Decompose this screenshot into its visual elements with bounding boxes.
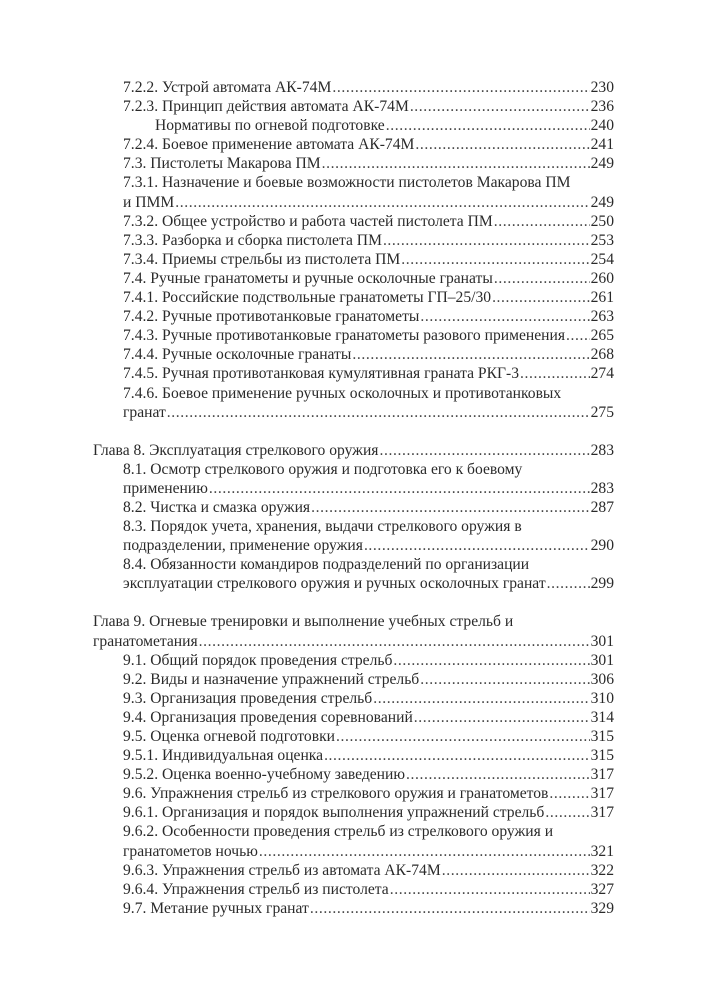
toc-entry-title: 9.5.1. Индивидуальная оценка bbox=[123, 747, 324, 765]
toc-entry-title: 9.6.2. Особенности проведения стрельб из стрелкового оружия и bbox=[123, 823, 554, 841]
toc-entry-page: 240 bbox=[590, 117, 614, 135]
dot-leader bbox=[209, 479, 590, 498]
toc-entry-page: 329 bbox=[590, 899, 614, 917]
toc-entry-7-3-2[interactable] bbox=[0, 212, 707, 231]
toc-entry-7-4-3[interactable] bbox=[0, 326, 707, 345]
toc-entry-title: 8.2. Чистка и смазка оружия bbox=[123, 498, 311, 516]
toc-entry-normativy[interactable] bbox=[0, 116, 707, 135]
toc-entry-title: 7.3.1. Назначение и боевые возможности пистолетов Макарова ПМ bbox=[123, 174, 571, 192]
toc-entry-title: Нормативы по огневой подготовке bbox=[155, 117, 385, 135]
toc-entry-7-4-6-line2[interactable] bbox=[0, 403, 707, 422]
chapter-page: 283 bbox=[590, 441, 614, 459]
toc-entry-page: 306 bbox=[590, 670, 614, 688]
toc-entry-page: 314 bbox=[590, 708, 614, 726]
toc-entry-page: 315 bbox=[590, 747, 614, 765]
dot-leader bbox=[311, 498, 590, 517]
toc-entry-9-3[interactable] bbox=[0, 689, 707, 708]
dot-leader bbox=[373, 689, 589, 708]
toc-entry-page: 250 bbox=[590, 212, 614, 230]
toc-entry-title: 9.6.3. Упражнения стрельб из автомата АК-74М bbox=[123, 861, 441, 879]
toc-entry-page: 261 bbox=[590, 289, 614, 307]
toc-entry-8-2[interactable] bbox=[0, 498, 707, 517]
dot-leader bbox=[442, 861, 590, 880]
toc-entry-title: 7.3.4. Приемы стрельбы из пистолета ПМ bbox=[123, 250, 401, 268]
toc-entry-page: 249 bbox=[590, 155, 614, 173]
table-of-contents bbox=[0, 78, 707, 918]
dot-leader bbox=[520, 364, 590, 383]
dot-leader bbox=[364, 536, 590, 555]
toc-entry-7-2-4[interactable] bbox=[0, 135, 707, 154]
dot-leader bbox=[386, 116, 590, 135]
toc-entry-title: 9.6. Упражнения стрельб из стрелкового оружия и гранатометов bbox=[123, 785, 549, 803]
section-gap bbox=[0, 422, 707, 441]
toc-entry-title: 8.1. Осмотр стрелкового оружия и подготовка его к боевому bbox=[123, 460, 523, 478]
toc-entry-title: 7.2.3. Принцип действия автомата АК-74М bbox=[123, 98, 409, 116]
dot-leader bbox=[259, 842, 590, 861]
toc-entry-9-5[interactable] bbox=[0, 727, 707, 746]
toc-entry-page: 254 bbox=[590, 250, 614, 268]
toc-entry-7-3-1-line1[interactable] bbox=[0, 173, 707, 192]
toc-entry-9-6-4[interactable] bbox=[0, 880, 707, 899]
toc-entry-title: 7.4.6. Боевое применение ручных осколочных и противотанковых bbox=[123, 384, 562, 402]
toc-entry-7-2-2[interactable] bbox=[0, 78, 707, 97]
toc-entry-title: 9.1. Общий порядок проведения стрельб bbox=[123, 651, 393, 669]
dot-leader bbox=[324, 746, 590, 765]
toc-entry-title: 8.3. Порядок учета, хранения, выдачи стрелкового оружия в bbox=[123, 518, 522, 536]
toc-entry-7-3-1-line2[interactable] bbox=[0, 193, 707, 212]
dot-leader bbox=[379, 441, 589, 460]
toc-entry-title: 9.6.1. Организация и порядок выполнения упражнений стрельб bbox=[123, 804, 545, 822]
dot-leader bbox=[383, 231, 590, 250]
toc-entry-7-4[interactable] bbox=[0, 269, 707, 288]
toc-entry-title-cont: подразделении, применение оружия bbox=[123, 537, 363, 555]
toc-entry-7-3-3[interactable] bbox=[0, 231, 707, 250]
dot-leader bbox=[547, 574, 590, 593]
toc-entry-title: 9.7. Метание ручных гранат bbox=[123, 899, 309, 917]
toc-entry-page: 274 bbox=[590, 365, 614, 383]
toc-entry-title: 7.4.1. Российские подствольные гранатометы ГП–25/30 bbox=[123, 289, 492, 307]
toc-entry-title-cont: эксплуатации стрелкового оружия и ручных осколочных гранат bbox=[123, 575, 546, 593]
toc-entry-page: 299 bbox=[590, 575, 614, 593]
toc-entry-9-7[interactable] bbox=[0, 899, 707, 918]
toc-entry-title: 9.2. Виды и назначение упражнений стрельб bbox=[123, 670, 420, 688]
toc-entry-page: 327 bbox=[590, 880, 614, 898]
toc-entry-page: 236 bbox=[590, 98, 614, 116]
toc-entry-7-4-4[interactable] bbox=[0, 345, 707, 364]
toc-entry-9-5-1[interactable] bbox=[0, 746, 707, 765]
toc-entry-title: 7.3.3. Разборка и сборка пистолета ПМ bbox=[123, 231, 382, 249]
toc-entry-page: 315 bbox=[590, 728, 614, 745]
chapter-title-cont: гранатометания bbox=[93, 632, 198, 650]
toc-entry-title-cont: применению bbox=[123, 479, 208, 497]
toc-entry-title: 7.2.2. Устрой автомата АК-74М bbox=[123, 79, 332, 96]
toc-entry-title: 7.4.4. Ручные осколочные гранаты bbox=[123, 346, 352, 364]
toc-entry-title: 8.4. Обязанности командиров подразделений по организации bbox=[123, 556, 530, 574]
toc-entry-8-1-line2[interactable] bbox=[0, 479, 707, 498]
toc-entry-page: 268 bbox=[590, 346, 614, 364]
toc-entry-7-3-4[interactable] bbox=[0, 250, 707, 269]
dot-leader bbox=[336, 727, 590, 746]
toc-entry-page: 310 bbox=[590, 689, 614, 707]
dot-leader bbox=[393, 651, 589, 670]
chapter-page: 301 bbox=[590, 632, 614, 650]
toc-entry-8-4-line1[interactable] bbox=[0, 555, 707, 574]
toc-entry-title: 9.4. Организация проведения соревнований bbox=[123, 708, 413, 726]
dot-leader bbox=[566, 326, 590, 345]
toc-entry-8-4-line2[interactable] bbox=[0, 574, 707, 593]
toc-entry-page: 290 bbox=[590, 537, 614, 555]
dot-leader bbox=[420, 670, 589, 689]
toc-entry-title: 9.3. Организация проведения стрельб bbox=[123, 689, 373, 707]
toc-entry-title: 7.4.2. Ручные противотанковые гранатометы bbox=[123, 308, 420, 326]
toc-entry-title: 7.4. Ручные гранатометы и ручные осколочные гранаты bbox=[123, 269, 493, 287]
toc-entry-8-3-line1[interactable] bbox=[0, 517, 707, 536]
dot-leader bbox=[401, 250, 589, 269]
toc-entry-9-6-2-line2[interactable] bbox=[0, 842, 707, 861]
dot-leader bbox=[332, 78, 589, 97]
toc-entry-page: 253 bbox=[590, 231, 614, 249]
dot-leader bbox=[494, 269, 590, 288]
toc-entry-page: 263 bbox=[590, 308, 614, 326]
toc-entry-title: 7.4.5. Ручная противотанковая кумулятивная граната РКГ-3 bbox=[123, 365, 519, 383]
dot-leader bbox=[406, 765, 590, 784]
toc-entry-page: 321 bbox=[590, 842, 614, 860]
toc-entry-9-2[interactable] bbox=[0, 670, 707, 689]
dot-leader bbox=[414, 708, 590, 727]
toc-entry-page: 322 bbox=[590, 861, 614, 879]
dot-leader bbox=[199, 632, 590, 651]
section-gap bbox=[0, 593, 707, 612]
toc-entry-7-4-1[interactable] bbox=[0, 288, 707, 307]
toc-entry-8-1-line1[interactable] bbox=[0, 460, 707, 479]
toc-entry-page: 317 bbox=[590, 766, 614, 784]
chapter-title: Глава 8. Эксплуатация стрелкового оружия bbox=[93, 441, 379, 459]
toc-entry-9-1[interactable] bbox=[0, 651, 707, 670]
toc-entry-title: 7.3.2. Общее устройство и работа частей пистолета ПМ bbox=[123, 212, 493, 230]
dot-leader bbox=[494, 212, 590, 231]
toc-entry-page: 301 bbox=[590, 651, 614, 669]
toc-entry-9-6-1[interactable] bbox=[0, 803, 707, 822]
toc-entry-8-3-line2[interactable] bbox=[0, 536, 707, 555]
toc-entry-title: 9.5. Оценка огневой подготовки bbox=[123, 728, 335, 745]
dot-leader bbox=[410, 97, 590, 116]
toc-chapter-9-line2[interactable] bbox=[0, 632, 707, 651]
toc-entry-9-6-3[interactable] bbox=[0, 861, 707, 880]
toc-entry-page: 249 bbox=[590, 193, 614, 211]
toc-entry-page: 317 bbox=[590, 785, 614, 803]
toc-entry-page: 260 bbox=[590, 269, 614, 287]
dot-leader bbox=[549, 784, 589, 803]
toc-entry-9-6[interactable] bbox=[0, 784, 707, 803]
toc-entry-title: 7.3. Пистолеты Макарова ПМ bbox=[123, 155, 321, 173]
chapter-title: Глава 9. Огневые тренировки и выполнение учебных стрельб и bbox=[93, 613, 514, 631]
toc-entry-7-4-6-line1[interactable] bbox=[0, 384, 707, 403]
toc-entry-7-4-2[interactable] bbox=[0, 307, 707, 326]
dot-leader bbox=[415, 135, 589, 154]
toc-entry-7-3[interactable] bbox=[0, 154, 707, 173]
toc-entry-page: 230 bbox=[590, 79, 614, 96]
toc-entry-page: 265 bbox=[590, 327, 614, 345]
dot-leader bbox=[420, 307, 589, 326]
toc-entry-title: 7.2.4. Боевое применение автомата АК-74М bbox=[123, 136, 415, 154]
toc-entry-title-cont: гранат bbox=[123, 403, 166, 421]
toc-entry-7-2-3[interactable] bbox=[0, 97, 707, 116]
toc-entry-page: 275 bbox=[590, 403, 614, 421]
toc-entry-9-4[interactable] bbox=[0, 708, 707, 727]
toc-entry-7-4-5[interactable] bbox=[0, 364, 707, 383]
dot-leader bbox=[310, 899, 590, 918]
dot-leader bbox=[390, 880, 590, 899]
toc-entry-page: 283 bbox=[590, 479, 614, 497]
dot-leader bbox=[167, 403, 590, 422]
toc-entry-title-cont: гранатометов ночью bbox=[123, 842, 258, 860]
toc-entry-page: 317 bbox=[590, 804, 614, 822]
toc-entry-title: 9.6.4. Упражнения стрельб из пистолета bbox=[123, 880, 389, 898]
dot-leader bbox=[322, 154, 590, 173]
toc-entry-9-6-2-line1[interactable] bbox=[0, 822, 707, 841]
toc-entry-page: 241 bbox=[590, 136, 614, 154]
toc-entry-title-cont: и ПММ bbox=[123, 193, 175, 211]
dot-leader bbox=[352, 345, 589, 364]
dot-leader bbox=[175, 193, 589, 212]
toc-entry-title: 9.5.2. Оценка военно-учебному заведению bbox=[123, 766, 406, 784]
dot-leader bbox=[492, 288, 590, 307]
toc-entry-9-5-2[interactable] bbox=[0, 765, 707, 784]
toc-chapter-9-line1[interactable] bbox=[0, 612, 707, 631]
dot-leader bbox=[545, 803, 589, 822]
toc-entry-page: 287 bbox=[590, 498, 614, 516]
toc-chapter-8[interactable] bbox=[0, 441, 707, 460]
toc-entry-title: 7.4.3. Ручные противотанковые гранатометы разового применения bbox=[123, 327, 565, 345]
